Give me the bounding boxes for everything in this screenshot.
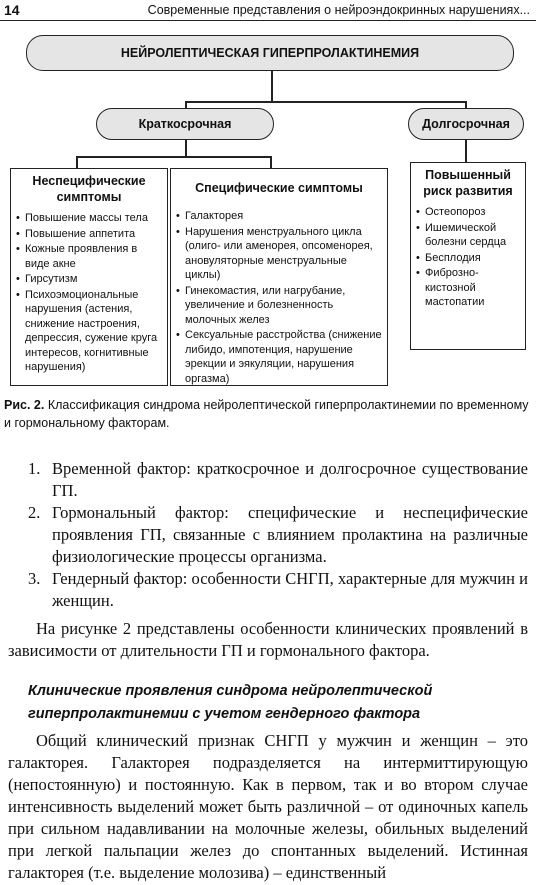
list-item: • Фиброзно-кистозной мастопатии: [416, 266, 520, 310]
connector-long-to-col3: [465, 140, 467, 162]
long-term-label: Долгосрочная: [422, 117, 510, 131]
specific-symptoms-box: [170, 168, 388, 386]
list-item: • Бесплодия: [416, 251, 520, 266]
numbered-list-item: [0, 458, 536, 502]
nonspecific-symptoms-heading: Неспецифические симптомы: [32, 174, 146, 204]
list-item: • Гирсутизм: [16, 272, 162, 287]
list-item: • Гинекомастия, или нагрубание, увеличение и болезненность молочных желез: [176, 284, 382, 328]
connector-col2-down: [270, 156, 272, 168]
connector-col1-down: [76, 156, 78, 168]
running-head: Современные представления о нейроэндокринных нарушениях...: [147, 3, 530, 17]
connector-split-horizontal: [185, 101, 465, 103]
item-text: Гормональный фактор: специфические и неспецифические проявления ГП, связанные с влиянием пролактина на различные физиологические процессы организма.: [52, 503, 528, 566]
figure-caption: [4, 396, 530, 432]
item-number: 2.: [28, 503, 41, 522]
header-rule: [0, 20, 536, 21]
increased-risk-box: [410, 162, 526, 350]
connector-root-down: [271, 71, 273, 101]
paragraph-galactorrhea: Общий клинический признак СНГП у мужчин и женщин – это галакторея. Галакторея подразделяется на интермиттирующую (непостоянную) и постоянную. Как в первом, так и во втором случае интенсивность выделений может быть различной – от одиночных капель при сильном надавливании на молочные железы, обильных выделений при легкой пальпации желез до спонтанных выделений. Истинная галакторея (т.е. выделение молозива) – единственный: [8, 731, 528, 882]
paragraph-figure-reference: На рисунке 2 представлены особенности клинических проявлений в зависимости от длительности ГП и гормонального фактора.: [8, 619, 528, 660]
item-number: 1.: [28, 459, 41, 478]
item-number: 3.: [28, 569, 41, 588]
list-item: • Повышение аппетита: [16, 227, 162, 242]
connector-columns-horizontal: [76, 156, 271, 158]
list-item: • Остеопороз: [416, 205, 520, 220]
diagram-root-label: НЕЙРОЛЕПТИЧЕСКАЯ ГИПЕРПРОЛАКТИНЕМИЯ: [120, 46, 420, 60]
item-text: Временной фактор: краткосрочное и долгосрочное существование ГП.: [52, 459, 528, 500]
specific-symptoms-list: [176, 209, 382, 386]
numbered-list-item: [0, 502, 536, 568]
list-item: • Галакторея: [176, 209, 382, 224]
increased-risk-list: [416, 205, 520, 310]
list-item: • Повышение массы тела: [16, 211, 162, 226]
list-item: • Нарушения менструального цикла (олиго- или аменорея, опсоменорея, ановуляторные менструальные циклы): [176, 225, 382, 283]
long-term-box: [408, 108, 524, 140]
section-heading: Клинические проявления синдрома нейролептической гиперпролактинемии с учетом гендерного фактора: [28, 683, 433, 722]
connector-short-to-columns: [185, 140, 187, 156]
short-term-label: Краткосрочная: [138, 117, 232, 131]
diagram-root-box: [26, 35, 514, 71]
numbered-list-item: [0, 568, 536, 612]
numbered-list: [0, 458, 536, 612]
specific-symptoms-heading: Специфические симптомы: [195, 181, 363, 195]
short-term-box: [96, 108, 274, 140]
page-header: [0, 0, 536, 22]
list-item: • Ишемической болезни сердца: [416, 221, 520, 250]
nonspecific-symptoms-list: [16, 211, 162, 375]
list-item: • Сексуальные расстройства (снижение либидо, импотенция, нарушение эрекции и эякуляции, нарушения оргазма): [176, 328, 382, 386]
classification-diagram: [0, 22, 536, 392]
caption-text: Классификация синдрома нейролептической гиперпролактинемии по временному и гормональному факторам.: [4, 398, 529, 430]
list-item: • Психоэмоциональные нарушения (астения, снижение настроения, депрессия, сужение круга интересов, когнитивные нарушения): [16, 288, 162, 375]
caption-label: Рис. 2.: [4, 398, 45, 412]
list-item: • Кожные проявления в виде акне: [16, 242, 162, 271]
connector-short-down: [185, 101, 187, 108]
nonspecific-symptoms-box: [10, 168, 168, 386]
page-number: 14: [4, 2, 20, 18]
connector-long-down: [465, 101, 467, 108]
increased-risk-heading: Повышенный риск развития: [423, 168, 513, 198]
item-text: Гендерный фактор: особенности СНГП, характерные для мужчин и женщин.: [52, 569, 528, 610]
